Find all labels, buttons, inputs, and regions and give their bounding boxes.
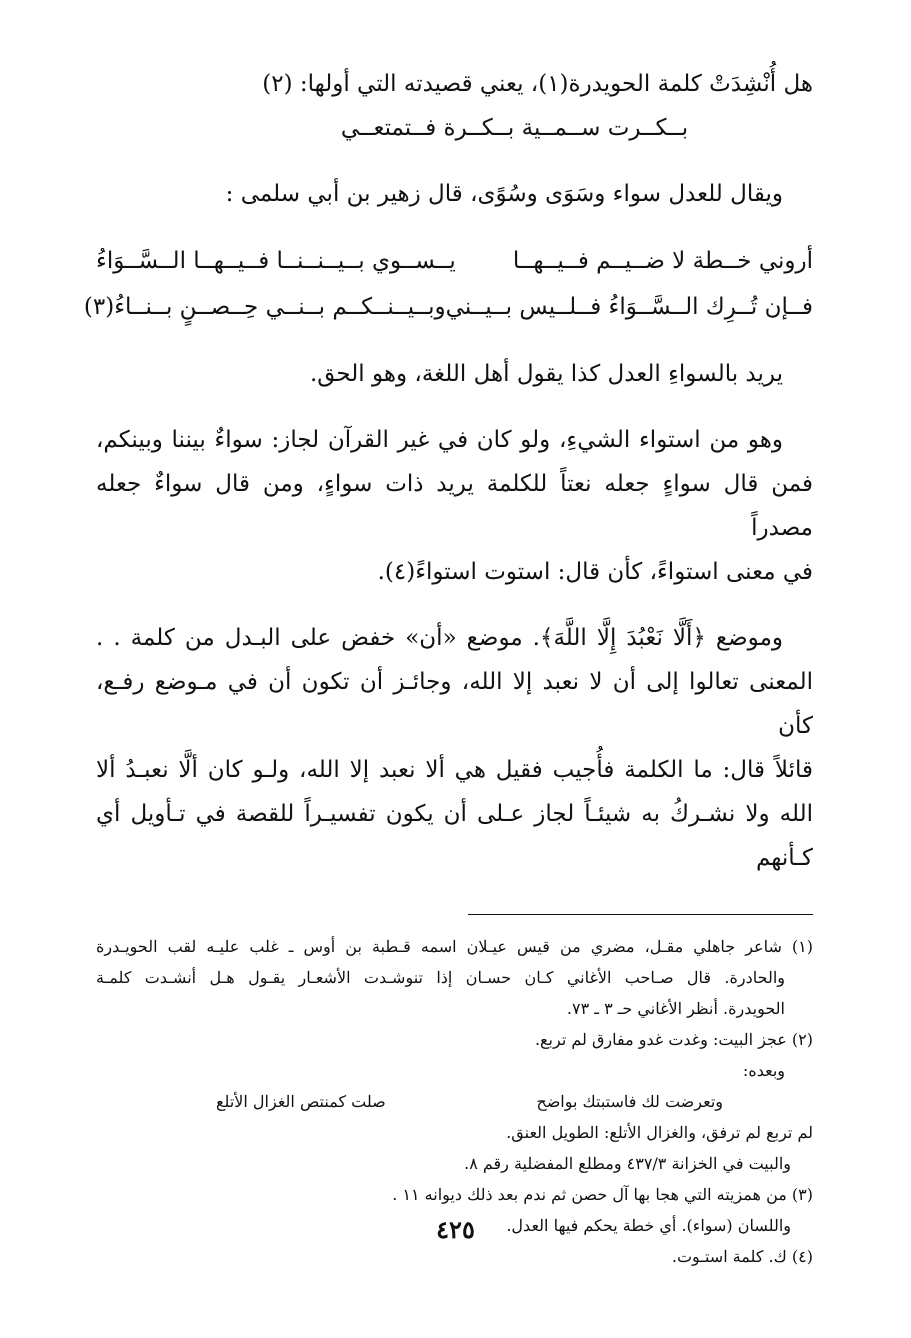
text-line: وموضع ﴿أَلَّا نَعْبُدَ إِلَّا اللَّهَ﴾. موضع «أن» خفض على البـدل من كلمة . . bbox=[96, 625, 783, 651]
text-line: في معنى استواءً، كأن قال: استوت استواءً(٤). bbox=[377, 559, 813, 585]
text-line: ويقال للعدل سواء وسَوَى وسُوًى، قال زهير بن أبي سلمى : bbox=[225, 181, 783, 207]
footnote-divider bbox=[468, 914, 813, 915]
verse-hemistich: بــكــرت ســمــية بــكــرة فــتمتعــي bbox=[340, 115, 689, 141]
text-line: المعنى تعالوا إلى أن لا نعبد إلا الله، وجائـز أن تكون أن في مـوضع رفـع، كأن bbox=[96, 669, 813, 739]
footnote-verse-row bbox=[96, 1086, 813, 1117]
footnote-line: وبعده: bbox=[742, 1061, 785, 1080]
verse-second-hemistich: وبــيــنــكــم بــنــي حِــصــنٍ بــنــاءُ(٣) bbox=[83, 294, 446, 320]
text-line: هل أُنْشِدَتْ كلمة الحويدرة(١)، يعني قصيدته التي أولها: (٢) bbox=[262, 71, 813, 97]
footnote-line: (٣) من همزيته التي هجا بها آل حصن ثم ندم بعد ذلك ديوانه ١١ . bbox=[392, 1185, 813, 1204]
verse-first-hemistich: أروني خــطة لا ضــيــم فــيــهــا bbox=[512, 248, 813, 274]
footnote-line: (٢) عجز البيت: وغدت غدو مفارق لم تربع. bbox=[534, 1030, 813, 1049]
text-line: قائلاً قال: ما الكلمة فأُجيب فقيل هي ألا نعبد إلا الله، ولـو كان ألَّا نعبـدُ ألا bbox=[96, 757, 813, 783]
text-line: فمن قال سواءٍ جعله نعتاً للكلمة يريد ذات سواءٍ، ومن قال سواءٌ جعله مصدراً bbox=[96, 471, 813, 541]
footnote-line: والحادرة. قال صـاحب الأغاني كـان حسـان إذا تنوشـدت الأشعـار يقـول هـل أنشـدت كلمـة bbox=[96, 968, 785, 987]
page-number: ٤٢٥ bbox=[436, 1215, 475, 1244]
footnote-verse-first: وتعرضت لك فاستبتك بواضح bbox=[536, 1092, 723, 1111]
footnote-line: لم تربع لم ترفق، والغزال الأتلع: الطويل العنق. bbox=[506, 1123, 813, 1142]
footnote-verse-second: صلت كمنتص الغزال الأتلع bbox=[216, 1092, 386, 1111]
footnote-line: والبيت في الخزانة ٤٣٧/٣ ومطلع المفضلية رقم ٨. bbox=[464, 1154, 791, 1173]
footnote-line: الحويدرة. أنظر الأغاني حـ ٣ ـ ٧٣. bbox=[566, 999, 785, 1018]
verse-second-hemistich: يــســوي بــيــنــنــا فــيــهــا الــسَّــوَاءُ bbox=[96, 248, 456, 274]
verse-row bbox=[83, 284, 813, 330]
footnote-line: (١) شاعر جاهلي مقـل، مضري من قيس عيـلان اسمه قـطبة بن أوس ـ غلب عليـه لقب الحويـدرة bbox=[96, 937, 813, 956]
footnote-line: واللسان (سواء). أي خطة يحكم فيها العدل. bbox=[506, 1216, 791, 1235]
verse-first-hemistich: فــإن تُــرِك الــسَّــوَاءُ فــلــيس بــيــني bbox=[445, 294, 813, 320]
verse-row bbox=[96, 238, 813, 284]
text-line: وهو من استواء الشيءِ، ولو كان في غير القرآن لجاز: سواءٌ بيننا وبينكم، bbox=[96, 427, 783, 453]
footnote-line: (٤) ك. كلمة استـوت. bbox=[671, 1247, 813, 1266]
text-line: الله ولا نشـركُ به شيئـاً لجاز عـلى أن يكون تفسيـراً للقصة في تـأويل أي كـأنهم bbox=[96, 801, 813, 871]
text-line: يريد بالسواءِ العدل كذا يقول أهل اللغة، وهو الحق. bbox=[309, 361, 783, 387]
